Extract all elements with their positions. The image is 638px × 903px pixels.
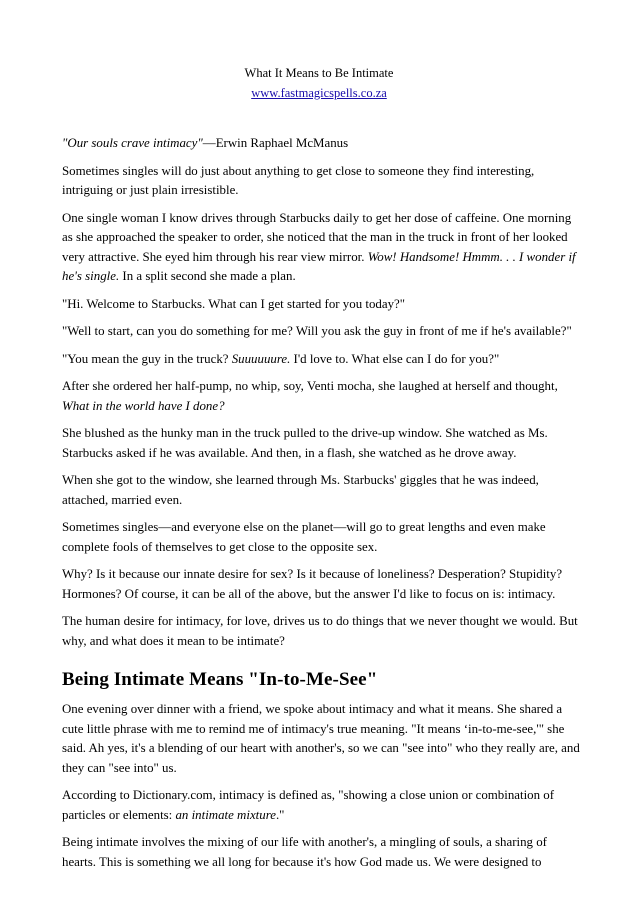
paragraph: "Hi. Welcome to Starbucks. What can I get started for you today?" xyxy=(62,296,405,311)
paragraph xyxy=(62,786,582,825)
paragraph-text: I'd love to. What else can I do for you?" xyxy=(290,351,500,366)
paragraph xyxy=(62,350,582,370)
paragraph-text: ." xyxy=(275,807,285,822)
paragraph-italic: an intimate mixture xyxy=(175,807,276,822)
paragraph-text: One single woman I know drives through Starbucks daily to get her dose of caffeine. One morning as she approached the speaker to order, she noticed that the man in the truck in front of her looked very attractive. She eyed him through his rear view mirror. xyxy=(62,210,572,264)
paragraph xyxy=(62,377,582,416)
paragraph-text: "You mean the guy in the truck? xyxy=(62,351,232,366)
paragraph xyxy=(62,209,582,287)
section-heading: Being Intimate Means "In-to-Me-See" xyxy=(62,669,378,690)
paragraph: Why? Is it because our innate desire for sex? Is it because of loneliness? Desperation? Stupidity? Hormones? Of course, it can be all of the above, but the answer I'd like to focus on is: intimacy. xyxy=(62,567,563,601)
epigraph-quote: "Our souls crave intimacy" xyxy=(62,136,203,150)
epigraph-attribution: —Erwin Raphael McManus xyxy=(202,136,349,150)
epigraph xyxy=(62,134,582,154)
paragraph: "Well to start, can you do something for me? Will you ask the guy in front of me if he's available?" xyxy=(62,324,572,338)
paragraph: She blushed as the hunky man in the truck pulled to the drive-up window. She watched as Ms. Starbucks asked if he was available. And then, in a flash, she watched as he drove away. xyxy=(62,426,548,460)
paragraph-italic: What in the world have I done? xyxy=(62,398,225,413)
paragraph: When she got to the window, she learned through Ms. Starbucks' giggles that he was indeed, attached, married even. xyxy=(62,473,539,507)
paragraph-text: According to Dictionary.com, intimacy is defined as, "showing a close union or combination of particles or elements: xyxy=(62,788,555,822)
website-link[interactable]: www.fastmagicspells.co.za xyxy=(251,86,387,100)
paragraph-italic: Wow! Handsome! Hmmm. . . I wonder if he's single. xyxy=(62,249,576,283)
paragraph-italic: Suuuuuure. xyxy=(231,351,291,366)
document-body xyxy=(62,134,582,880)
paragraph-text: After she ordered her half-pump, no whip, soy, Venti mocha, she laughed at herself and thought, xyxy=(62,379,558,393)
paragraph: The human desire for intimacy, for love, drives us to do things that we never thought we would. But why, and what does it mean to be intimate? xyxy=(62,614,578,648)
paragraph: One evening over dinner with a friend, we spoke about intimacy and what it means. She shared a cute little phrase with me to remind me of intimacy's true meaning. "It means ‘in-to-me-see,'" she said. Ah yes, it's a blending of our heart with another's, so we can "see into" who they really are, and they can "see into" us. xyxy=(62,702,580,775)
paragraph: Sometimes singles will do just about anything to get close to someone they find interesting, intriguing or just plain irresistible. xyxy=(62,163,535,197)
paragraph-text: In a split second she made a plan. xyxy=(119,269,296,283)
paragraph: Sometimes singles—and everyone else on the planet—will go to great lengths and even make complete fools of themselves to get close to the opposite sex. xyxy=(62,520,546,554)
paragraph: Being intimate involves the mixing of our life with another's, a mingling of souls, a sharing of hearts. This is something we all long for because it's how God made us. We were designed to xyxy=(62,835,547,869)
document-title: What It Means to Be Intimate xyxy=(244,66,394,80)
